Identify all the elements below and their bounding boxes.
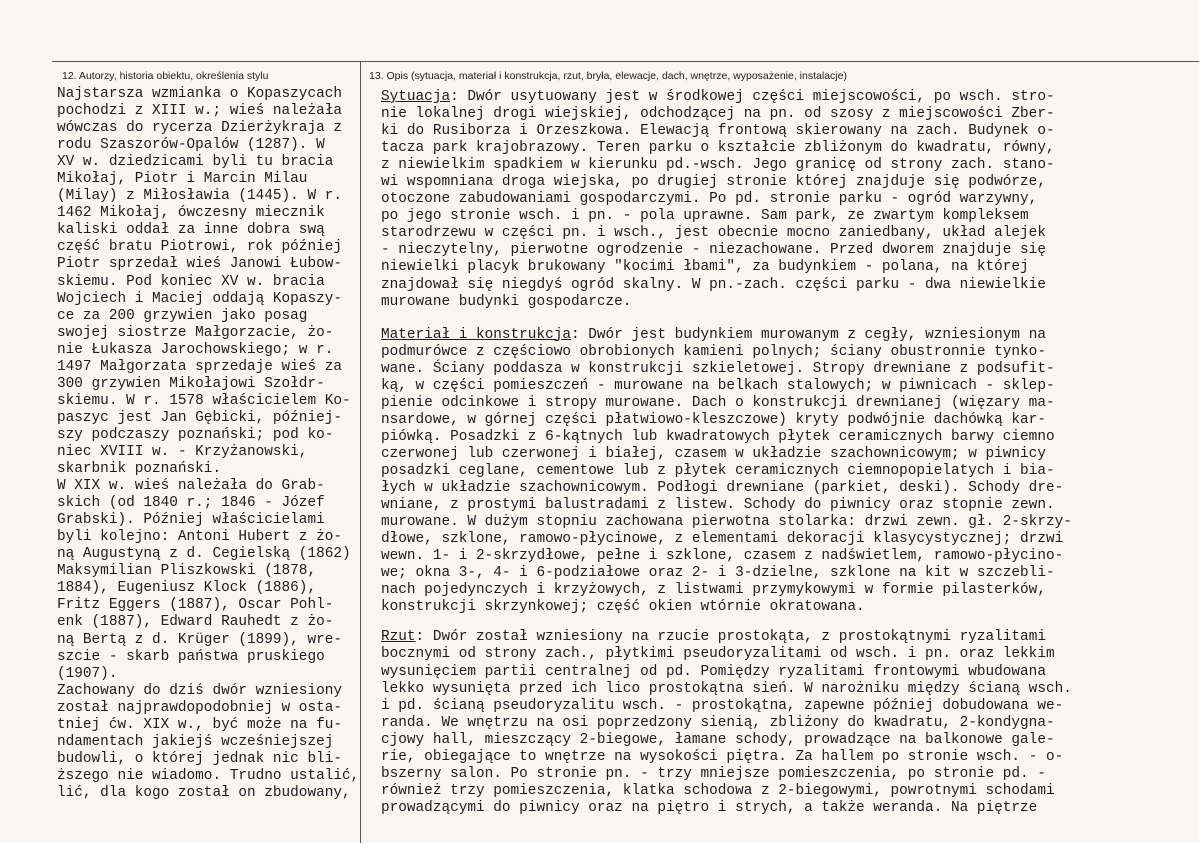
description-line: pienie odcinkowe i stropy murowane. Dach o konstrukcji drewnianej (więzary ma- [381, 394, 1055, 411]
history-line: 1462 Mikołaj, ówczesny miecznik [57, 205, 325, 222]
history-line: ce za 200 grzywien jako posag [57, 307, 308, 324]
description-line: czerwonej lub czerwonej i białej, czasem w układzie szachownicowym; w piwnicy [381, 445, 1046, 462]
description-line: również trzy pomieszczenia, klatka schodowa z 2-biegowymi, powrotnymi schodami [381, 782, 1055, 799]
description-line: z niewielkim spadkiem w kierunku pd.-wsch. Jego granicę od strony zach. stano- [381, 157, 1055, 174]
history-line: Zachowany do dziś dwór wzniesiony [57, 682, 342, 699]
description-line: cjowy hall, mieszczący 2-biegowe, łamane schody, prowadzące na balkonowe gale- [381, 731, 1055, 748]
description-line-text: : Dwór został wzniesiony na rzucie prostokąta, z prostokątnymi ryzalitami [415, 629, 1046, 646]
description-line: randa. We wnętrzu na osi poprzedzony sienią, zbliżony do kwadratu, 2-kondygna- [381, 714, 1055, 731]
description-line: - nieczytelny, pierwotne ogrodzenie - niezachowane. Przed dworem znajduje się [381, 242, 1046, 259]
history-line: ższego nie wiadomo. Trudno ustalić, [57, 767, 360, 784]
description-line-text: : Dwór jest budynkiem murowanym z cegły, wzniesionym na [571, 326, 1046, 343]
history-line: skich (od 1840 r.; 1846 - Józef [57, 495, 325, 512]
description-line: wi wspomniana droga wiejska, po drugiej stronie której znajduje się podwórze, [381, 174, 1046, 191]
description-line: nie lokalnej drogi wiejskiej, odchodzącej na pn. od szosy z miejscowości Zber- [381, 106, 1055, 123]
description-line: znajdował się niegdyś ogród skalny. W pn.-zach. części parku - dwa niewielkie [381, 276, 1046, 293]
description-line [381, 89, 1072, 106]
history-line: tniej ćw. XIX w., być może na fu- [57, 716, 342, 733]
description-line: łych w układzie szachownicowym. Podłogi drewniane (parkiet, deski). Schody dre- [381, 480, 1064, 497]
history-line: paszyc jest Jan Gębicki, później- [57, 409, 342, 426]
description-line: ki do Rusiborza i Orzeszkowa. Elewacją frontową skierowany na zach. Budynek o- [381, 123, 1055, 140]
description-line-text: : Dwór usytuowany jest w środkowej części miejscowości, po wsch. stro- [450, 89, 1055, 105]
history-line: ną Augustyną z d. Cegielską (1862) [57, 546, 351, 563]
description-line: wane. Ściany poddasza w konstrukcji szkieletowej. Stropy drewniane z podsufit- [381, 360, 1055, 377]
section-gap [381, 311, 1072, 327]
section-gap [381, 616, 1072, 629]
history-line: 1497 Małgorzata sprzedaje wieś za [57, 358, 342, 375]
column-divider [360, 61, 361, 843]
description-section [381, 629, 1072, 817]
history-line: 1884), Eugeniusz Klock (1886), [57, 580, 317, 597]
history-line: budowli, o której jednak nic bli- [57, 750, 342, 767]
description-line: murowane budynki gospodarcze. [381, 293, 632, 310]
history-line: rodu Szaszorów-Opalów (1287). W [57, 137, 325, 154]
description-line: piówką. Posadzki z 6-kątnych lub kwadratowych płytek ceramicznych barwy ciemno [381, 428, 1055, 445]
description-line: lekko wysunięta przed ich lico prostokątna sień. W narożniku między ścianą wsch. [381, 680, 1072, 697]
history-line: XV w. dziedzicami byli tu bracia [57, 154, 334, 171]
history-line: pochodzi z XIII w.; wieś należała [57, 103, 342, 120]
section-12-header: 12. Autorzy, historia obiektu, określenia stylu [62, 70, 269, 82]
description-line: bszerny salon. Po stronie pn. - trzy mniejsze pomieszczenia, po stronie pd. - [381, 765, 1046, 782]
history-line: Wojciech i Maciej oddają Kopaszy- [57, 290, 342, 307]
section-heading: Materiał i konstrukcja [381, 326, 571, 343]
description-line: po jego stronie wsch. i pn. - pola uprawne. Sam park, ze zwartym kompleksem [381, 208, 1029, 225]
description-line: wysunięciem partii centralnej od pd. Pomiędzy ryzalitami frontowymi wbudowana [381, 663, 1046, 680]
history-line: niec XVIII w. - Krzyżanowski, [57, 443, 308, 460]
description-section [381, 89, 1072, 311]
history-line: swojej siostrze Małgorzacie, żo- [57, 324, 334, 341]
description-line: i pd. ścianą pseudoryzalitu wsch. - prostokątna, zapewne później dobudowana we- [381, 697, 1064, 714]
history-line: Maksymilian Pliszkowski (1878, [57, 563, 317, 580]
history-line: 300 grzywien Mikołajowi Szołdr- [57, 375, 325, 392]
history-line: szy podczaszy poznański; pod ko- [57, 426, 334, 443]
history-line: ną Bertą z d. Krüger (1899), wre- [57, 631, 342, 648]
history-column [57, 86, 359, 802]
description-line [381, 327, 1072, 344]
description-line: wniane, z prostymi balustradami z listew. Schody do piwnicy oraz stopnie zewn. [381, 497, 1055, 514]
history-line: część bratu Piotrowi, rok później [57, 239, 342, 256]
description-line: ką, w części pomieszczeń - murowane na belkach stalowych; w piwnicach - sklep- [381, 377, 1055, 394]
description-line: bocznymi od strony zach., płytkimi pseudoryzalitami od wsch. i pn. oraz lekkim [381, 646, 1055, 663]
history-line: skiemu. Pod koniec XV w. bracia [57, 273, 325, 290]
history-line: enk (1887), Edward Rauhedt z żo- [57, 614, 334, 631]
description-line: konstrukcji skrzynkowej; część okien wtórnie okratowana. [381, 599, 865, 616]
description-line: nsardowe, w górnej części płatwiowo-kleszczowe) kryty podwójnie dachówką kar- [381, 411, 1046, 428]
description-line: nach pojedynczych i krzyżowych, z listwami przymykowymi w formie pilasterków, [381, 582, 1046, 599]
description-column [381, 89, 1072, 817]
history-line: Najstarsza wzmianka o Kopaszycach [57, 86, 342, 102]
description-line [381, 629, 1072, 646]
description-line: dłowe, szklone, ramowo-płycinowe, z elementami dekoracji klasycystycznej; drzwi [381, 531, 1064, 548]
description-line: posadzki ceglane, cementowe lub z płytek ceramicznych ciemnopopielatych i bia- [381, 462, 1055, 479]
history-line: Fritz Eggers (1887), Oscar Pohl- [57, 597, 334, 614]
description-line: wewn. 1- i 2-skrzydłowe, pełne i szklone, czasem z nadświetlem, ramowo-płycino- [381, 548, 1064, 565]
section-heading: Rzut [381, 629, 416, 646]
history-line: Mikołaj, Piotr i Marcin Milau [57, 171, 308, 188]
description-line: prowadzącymi do piwnicy oraz na piętro i strych, a także weranda. Na piętrze [381, 799, 1038, 816]
history-line: (1907). [57, 665, 118, 682]
header-divider [52, 61, 1199, 62]
history-line: skiemu. W r. 1578 właścicielem Ko- [57, 392, 351, 409]
description-line: starodrzewu w części pn. i wsch., jest obecnie mocno zaniedbany, układ alejek [381, 225, 1046, 242]
history-line: (Milay) z Miłosławia (1445). W r. [57, 188, 342, 205]
description-line: we; okna 3-, 4- i 6-podziałowe oraz 2- i 3-dzielne, szklone na kit w szczebli- [381, 565, 1055, 582]
history-line: nie Łukasza Jarochowskiego; w r. [57, 341, 334, 358]
history-line: W XIX w. wieś należała do Grab- [57, 478, 325, 495]
section-13-header: 13. Opis (sytuacja, materiał i konstrukcja, rzut, bryła, elewacje, dach, wnętrze, wyposażenie, instalacje) [369, 70, 847, 82]
history-line: kaliski oddał za inne dobra swą [57, 222, 325, 239]
description-line: tacza park krajobrazowy. Teren parku o kształcie zbliżonym do kwadratu, równy, [381, 140, 1055, 157]
history-line: został najprawdopodobniej w osta- [57, 699, 342, 716]
description-section [381, 327, 1072, 617]
history-line: szcie - skarb państwa pruskiego [57, 648, 325, 665]
description-line: otoczone zabudowaniami gospodarczymi. Po pd. stronie parku - ogród warzywny, [381, 191, 1038, 208]
history-line: wówczas do rycerza Dzierżykraja z [57, 120, 342, 137]
history-line: lić, dla kogo został on zbudowany, [57, 784, 351, 801]
history-line: Piotr sprzedał wieś Janowi Łubow- [57, 256, 342, 273]
history-line: byli kolejno: Antoni Hubert z żo- [57, 529, 342, 546]
section-heading: Sytuacja [381, 89, 451, 105]
history-line: skarbnik poznański. [57, 461, 222, 478]
description-line: podmurówce z częściowo obrobionych kamieni polnych; ściany obustronnie tynko- [381, 343, 1046, 360]
history-line: ndamentach jakiejś wcześniejszej [57, 733, 334, 750]
description-line: niewielki placyk brukowany "kocimi łbami", za budynkiem - polana, na której [381, 259, 1029, 276]
history-line: Grabski). Później właścicielami [57, 512, 325, 529]
description-line: murowane. W dużym stopniu zachowana pierwotna stolarka: drzwi zewn. gł. 2-skrzy- [381, 514, 1072, 531]
description-line: rie, obiegające to wnętrze na wysokości piętra. Za hallem po stronie wsch. - o- [381, 748, 1064, 765]
